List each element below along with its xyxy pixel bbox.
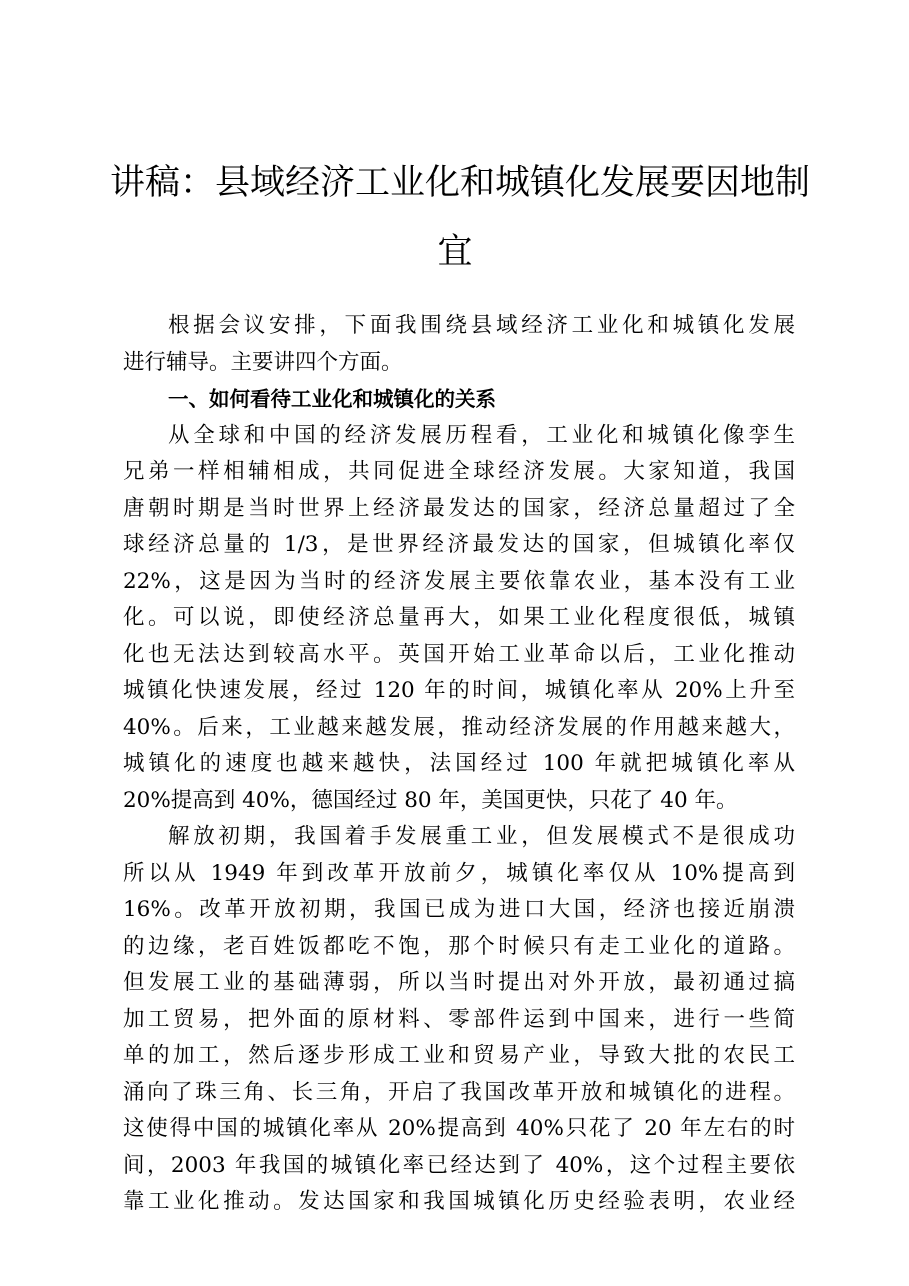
paragraph-line: 化。可以说，即使经济总量再大，如果工业化程度很低，城镇 [123, 605, 795, 630]
paragraph-line: 靠工业化推动。发达国家和我国城镇化历史经验表明，农业经 [123, 1189, 795, 1214]
paragraph-line: 20%提高到 40%，德国经过 80 年，美国更快，只花了 40 年。 [123, 787, 738, 813]
paragraph-line: 的边缘，老百姓饭都吃不饱，那个时候只有走工业化的道路。 [123, 933, 795, 959]
paragraph-line: 40%。后来，工业越来越发展，推动经济发展的作用越来越大， [123, 714, 795, 740]
paragraph-line: 16%。改革开放初期，我国已成为进口大国，经济也接近崩溃 [123, 897, 795, 922]
paragraph-line: 城镇化快速发展，经过 120 年的时间，城镇化率从 20%上升至 [123, 678, 795, 703]
document-body [123, 308, 795, 1221]
paragraph-line: 唐朝时期是当时世界上经济最发达的国家，经济总量超过了全 [123, 495, 795, 521]
paragraph-line: 涌向了珠三角、长三角，开启了我国改革开放和城镇化的进程。 [123, 1079, 795, 1105]
paragraph-line: 间，2003 年我国的城镇化率已经达到了 40%，这个过程主要依 [123, 1152, 795, 1178]
document-title-line-2: 宜 [437, 232, 473, 272]
paragraph-line: 这使得中国的城镇化率从 20%提高到 40%只花了 20 年左右的时 [123, 1116, 795, 1141]
paragraph-line: 但发展工业的基础薄弱，所以当时提出对外开放，最初通过搞 [123, 970, 795, 995]
paragraph-line: 根据会议安排，下面我围绕县域经济工业化和城镇化发展 [168, 313, 795, 338]
paragraph-line: 化也无法达到较高水平。英国开始工业革命以后，工业化推动 [123, 641, 795, 667]
paragraph-line: 从全球和中国的经济发展历程看，工业化和城镇化像孪生 [168, 422, 795, 448]
section-heading: 一、如何看待工业化和城镇化的关系 [168, 387, 496, 411]
paragraph-line: 城镇化的速度也越来越快，法国经过 100 年就把城镇化率从 [123, 751, 795, 776]
paragraph-line: 进行辅导。主要讲四个方面。 [123, 349, 403, 375]
paragraph-line: 加工贸易，把外面的原材料、零部件运到中国来，进行一些简 [123, 1006, 795, 1032]
paragraph-line: 兄弟一样相辅相成，共同促进全球经济发展。大家知道，我国 [123, 459, 795, 484]
paragraph-line: 所以从 1949 年到改革开放前夕，城镇化率仅从 10%提高到 [123, 860, 795, 886]
paragraph-line: 球经济总量的 1/3，是世界经济最发达的国家，但城镇化率仅 [123, 532, 795, 557]
paragraph-line: 解放初期，我国着手发展重工业，但发展模式不是很成功 [168, 824, 795, 849]
paragraph-line: 单的加工，然后逐步形成工业和贸易产业，导致大批的农民工 [123, 1043, 795, 1068]
paragraph-line: 22%，这是因为当时的经济发展主要依靠农业，基本没有工业 [123, 568, 795, 594]
document-title-line-1: 讲稿：县域经济工业化和城镇化发展要因地制 [110, 163, 811, 203]
